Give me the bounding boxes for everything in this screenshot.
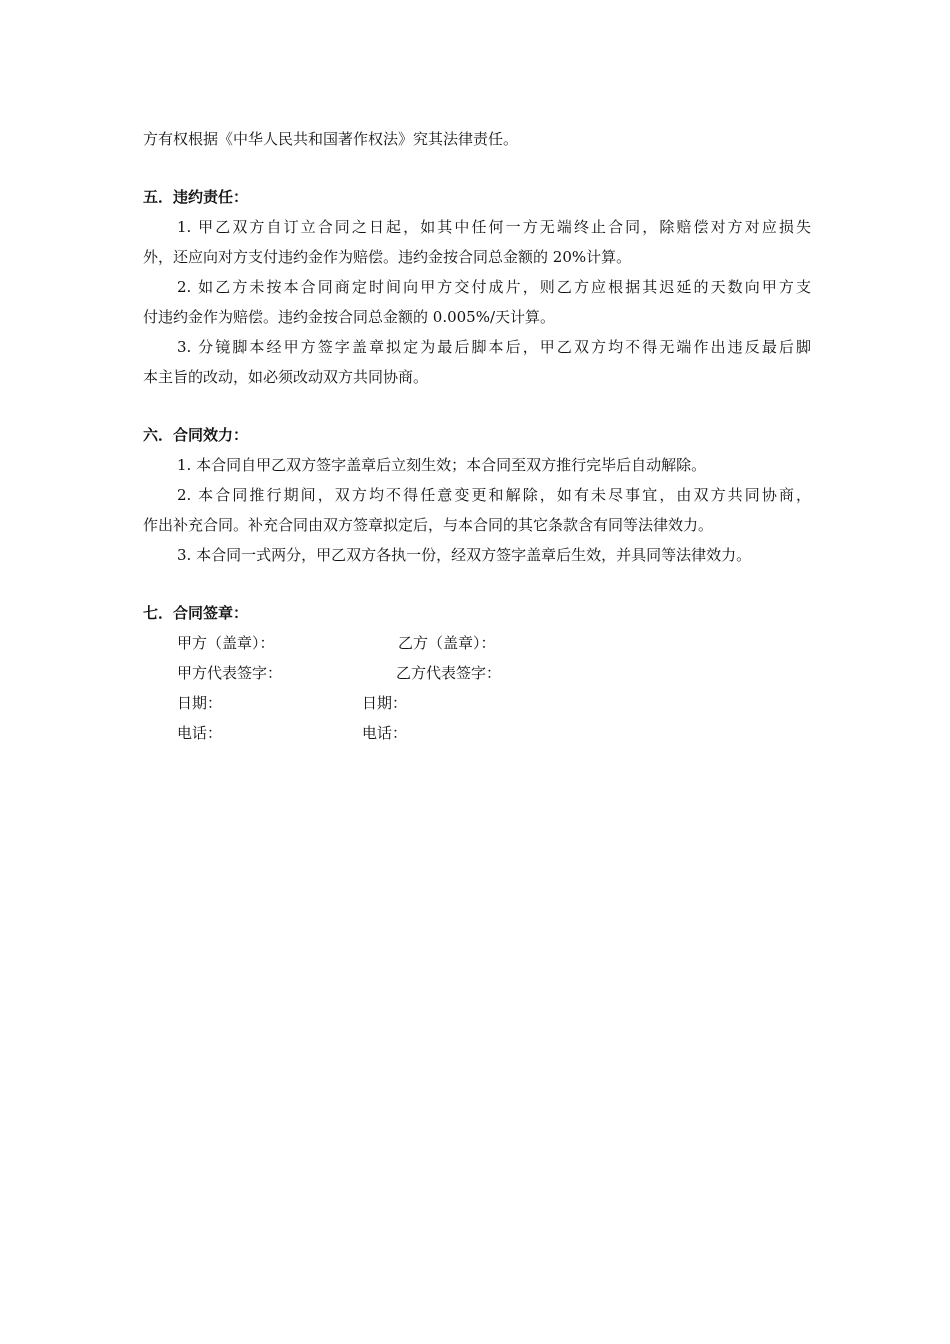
section-5-item-2-line-2: 付违约金作为赔偿。违约金按合同总金额的 0.005%/天计算。 [143, 308, 556, 326]
party-a-seal-label: 甲方（盖章）： [177, 634, 275, 652]
section-5-item-1-line-2: 外，还应向对方支付违约金作为赔偿。违约金按合同总金额的 20%计算。 [143, 248, 632, 266]
party-a-phone-label: 电话： [177, 724, 223, 742]
signature-row-seal [143, 628, 811, 658]
intro-tail-text: 方有权根据《中华人民共和国著作权法》究其法律责任。 [143, 130, 519, 148]
section-5-item-2-line-1: 2. 如乙方未按本合同商定时间向甲方交付成片，则乙方应根据其迟延的天数向甲方支 [177, 278, 811, 296]
section-5-item-3-line-1: 3. 分镜脚本经甲方签字盖章拟定为最后脚本后，甲乙双方均不得无端作出违反最后脚 [177, 338, 811, 356]
section-6-heading: 六．合同效力： [143, 426, 249, 444]
section-5-heading: 五．违约责任： [143, 188, 249, 206]
party-a-representative-label: 甲方代表签字： [177, 664, 283, 682]
section-7-heading: 七．合同签章： [143, 604, 249, 622]
section-5-item-3-line-2: 本主旨的改动，如必须改动双方共同协商。 [143, 368, 429, 386]
section-6-item-1: 1. 本合同自甲乙双方签字盖章后立刻生效；本合同至双方推行完毕后自动解除。 [177, 456, 707, 474]
section-6-item-2-line-1: 2. 本合同推行期间，双方均不得任意变更和解除，如有未尽事宜，由双方共同协商， [177, 486, 811, 504]
party-b-date-label: 日期： [362, 694, 408, 712]
party-b-phone-label: 电话： [362, 724, 408, 742]
section-6-item-2-line-2: 作出补充合同。补充合同由双方签章拟定后，与本合同的其它条款含有同等法律效力。 [143, 516, 714, 534]
signature-row-representative [143, 658, 811, 688]
section-6-item-3: 3. 本合同一式两分，甲乙双方各执一份，经双方签字盖章后生效，并具同等法律效力。 [177, 546, 752, 564]
signature-row-phone [143, 718, 811, 748]
contract-body [143, 124, 811, 748]
party-b-seal-label: 乙方（盖章）： [398, 634, 496, 652]
section-5-item-1-line-1: 1. 甲乙双方自订立合同之日起，如其中任何一方无端终止合同，除赔偿对方对应损失 [177, 218, 811, 236]
party-a-date-label: 日期： [177, 694, 223, 712]
party-b-representative-label: 乙方代表签字： [396, 664, 502, 682]
signature-row-date [143, 688, 811, 718]
